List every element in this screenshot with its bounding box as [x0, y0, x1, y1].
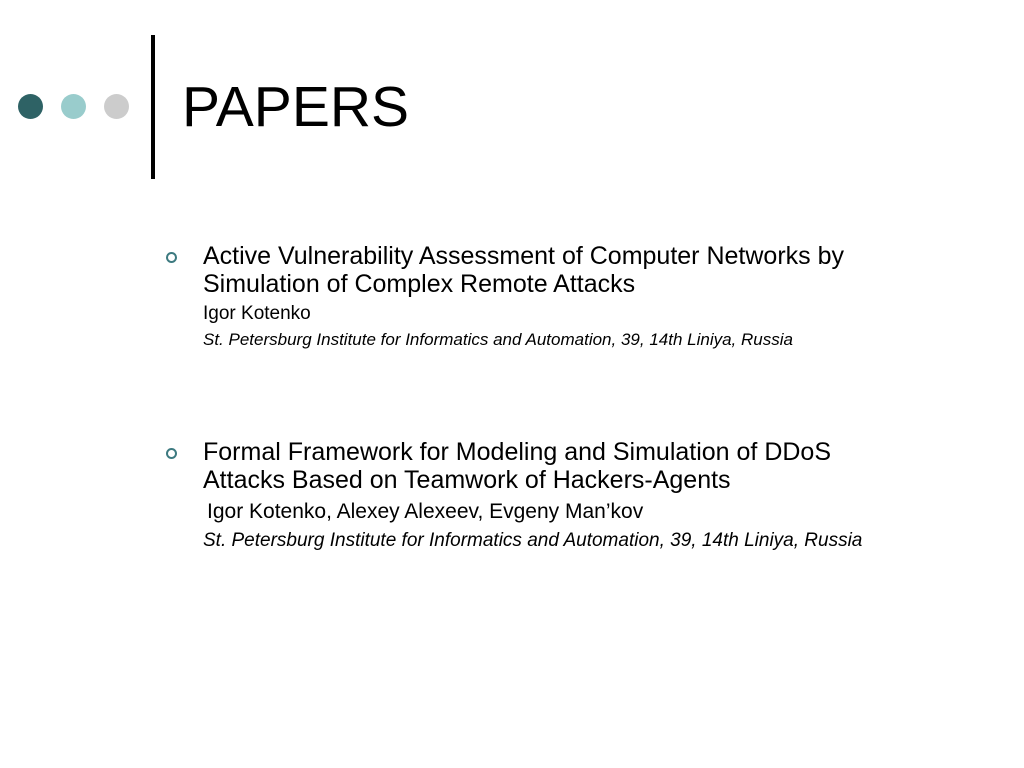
paper-authors: Igor Kotenko — [203, 303, 311, 324]
paper-title-line: Formal Framework for Modeling and Simulation of DDoS — [203, 438, 832, 466]
paper-authors: Igor Kotenko, Alexey Alexeev, Evgeny Man’kov — [207, 500, 644, 523]
paper-title — [203, 242, 844, 298]
paper-affiliation: St. Petersburg Institute for Informatics and Automation, 39, 14th Liniya, Russia — [203, 530, 863, 551]
circle-bullet-icon — [166, 448, 177, 459]
decorative-dot-dark — [18, 94, 43, 119]
paper-title — [203, 438, 831, 494]
paper-title-line: Simulation of Complex Remote Attacks — [203, 270, 636, 298]
paper-affiliation: St. Petersburg Institute for Informatics and Automation, 39, 14th Liniya, Russia — [203, 330, 793, 349]
slide-title: PAPERS — [182, 75, 410, 139]
title-divider — [151, 35, 155, 179]
decorative-dot-light — [61, 94, 86, 119]
decorative-dot-gray — [104, 94, 129, 119]
circle-bullet-icon — [166, 252, 177, 263]
paper-title-line: Attacks Based on Teamwork of Hackers-Agents — [203, 466, 731, 494]
paper-title-line: Active Vulnerability Assessment of Computer Networks by — [203, 242, 844, 270]
